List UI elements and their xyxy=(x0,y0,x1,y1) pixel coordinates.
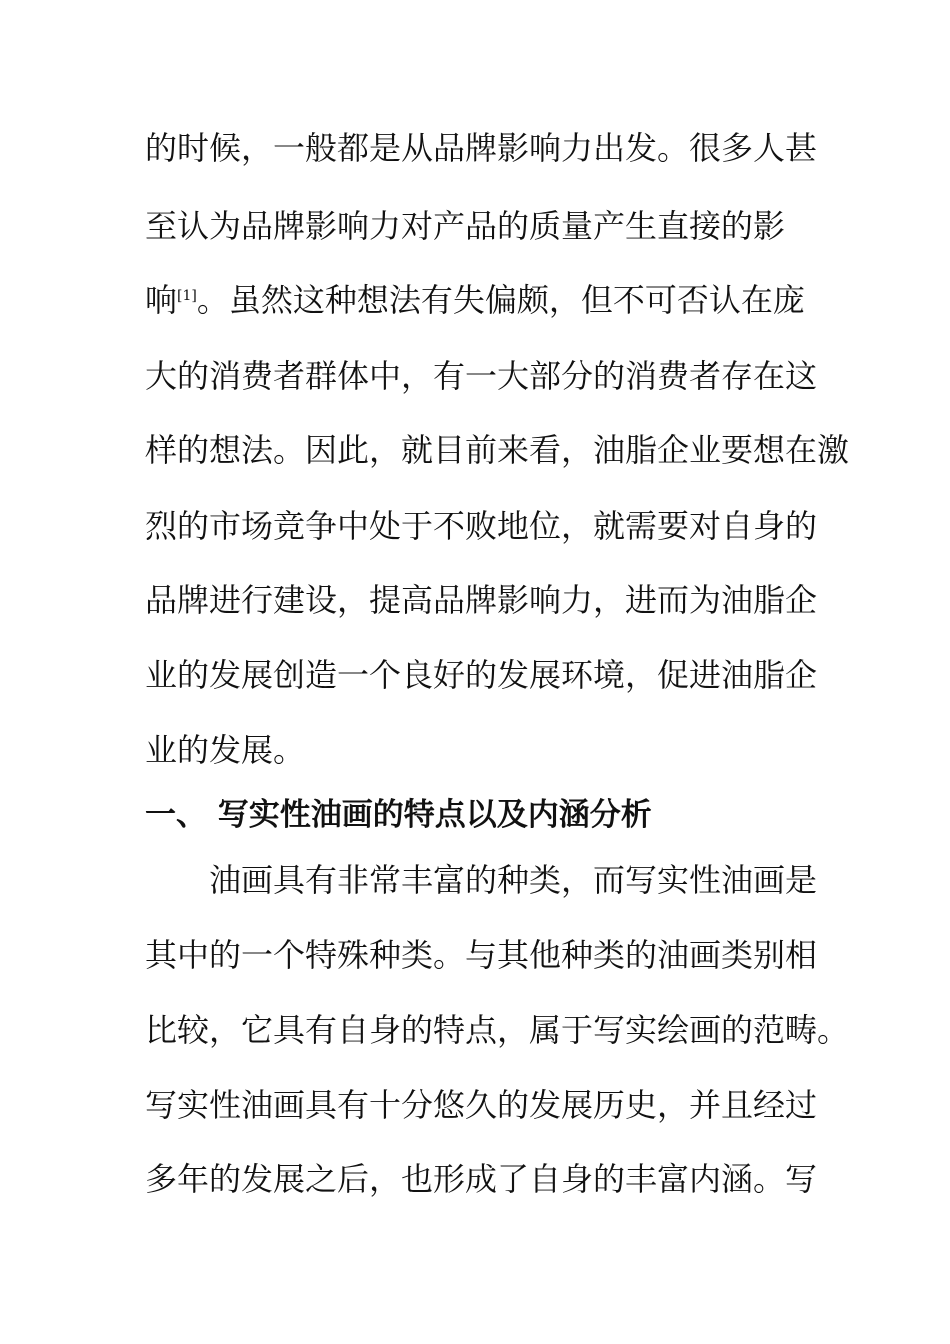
paragraph1-line-6: 烈的市场竞争中处于不败地位，就需要对自身的 xyxy=(145,507,818,545)
section-heading: 一、 写实性油画的特点以及内涵分析 xyxy=(145,797,652,833)
paragraph1-line-9: 业的发展。 xyxy=(145,731,306,769)
paragraph2-line-2: 其中的一个特殊种类。与其他种类的油画类别相 xyxy=(145,936,818,974)
paragraph1-line-5: 样的想法。因此，就目前来看，油脂企业要想在激 xyxy=(145,431,850,469)
paragraph1-line-1: 的时候，一般都是从品牌影响力出发。很多人甚 xyxy=(145,129,818,167)
paragraph2-line-5: 多年的发展之后，也形成了自身的丰富内涵。写 xyxy=(145,1160,818,1198)
citation-marker: [1] xyxy=(177,288,197,304)
paragraph1-line-3 xyxy=(145,280,805,320)
paragraph1-line-3-start: 响 xyxy=(145,281,178,319)
paragraph2-line-4: 写实性油画具有十分悠久的发展历史，并且经过 xyxy=(145,1086,818,1124)
paragraph1-line-4: 大的消费者群体中，有一大部分的消费者存在这 xyxy=(145,357,818,395)
paragraph1-line-2: 至认为品牌影响力对产品的质量产生直接的影 xyxy=(145,207,786,245)
paragraph1-line-3-rest: 。虽然这种想法有失偏颇，但不可否认在庞 xyxy=(196,281,805,319)
paragraph2-line-3: 比较，它具有自身的特点，属于写实绘画的范畴。 xyxy=(145,1011,850,1049)
paragraph2-line-1: 油画具有非常丰富的种类，而写实性油画是 xyxy=(209,861,818,899)
paragraph1-line-8: 业的发展创造一个良好的发展环境，促进油脂企 xyxy=(145,656,818,694)
paragraph1-line-7: 品牌进行建设，提高品牌影响力，进而为油脂企 xyxy=(145,581,818,619)
